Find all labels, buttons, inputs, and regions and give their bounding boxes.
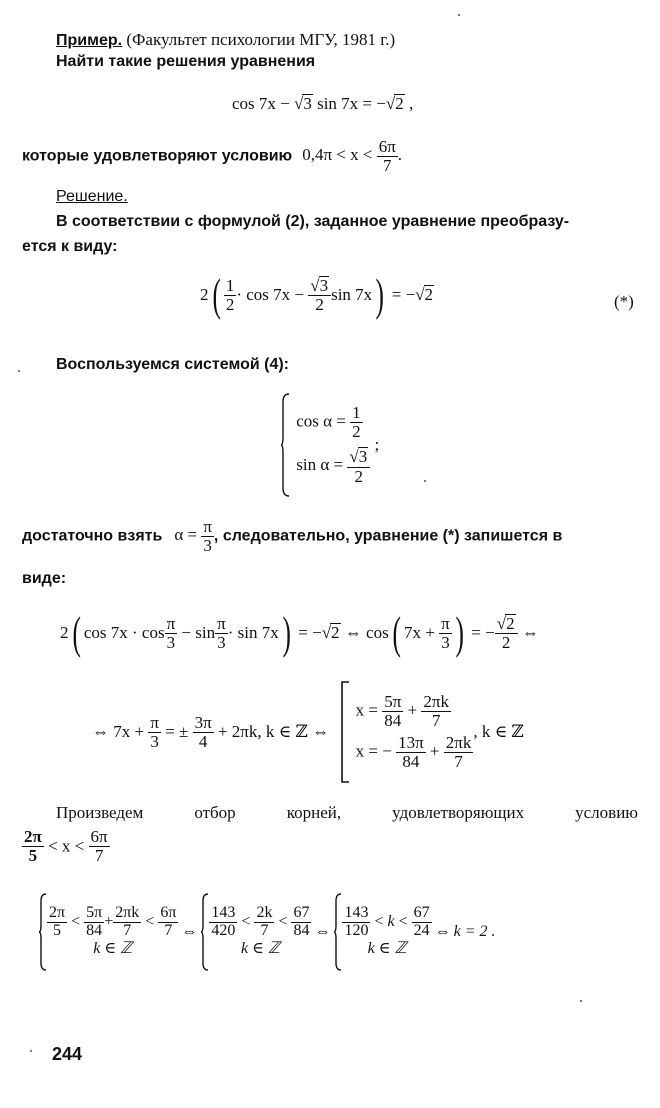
eq4-row2-f2-num: 2πk xyxy=(445,733,472,752)
eqstar-f1-num: 1 xyxy=(225,275,235,295)
eq3-g: 7x + xyxy=(404,623,440,642)
system-cos-num: 1 xyxy=(352,403,361,423)
eq4-row2-a: x = − xyxy=(355,741,397,761)
eq4-row2-f1-num: 13π xyxy=(398,733,424,752)
selection-word-5: условию xyxy=(575,803,638,822)
eq3-left-paren: ( xyxy=(71,607,81,658)
eq4-row1-f1-num: 5π xyxy=(384,692,402,712)
eq3-c: · sin 7x xyxy=(227,623,279,642)
eq4-row1-f2-den: 7 xyxy=(431,711,441,731)
eq4-f2-num: 3π xyxy=(194,712,212,732)
final-lt: < xyxy=(71,912,81,930)
system-intro: Воспользуемся системой (4): xyxy=(56,356,290,373)
system-cos-den: 2 xyxy=(352,422,361,442)
eqstar-mid: · cos 7x − xyxy=(236,285,309,304)
condition-line xyxy=(22,138,402,175)
eq3-f3-num: π xyxy=(441,613,450,633)
alpha-num: π xyxy=(203,517,212,536)
eq4-row2-f2-den: 7 xyxy=(454,751,463,771)
eq3-f2-den: 3 xyxy=(217,632,226,652)
left-brace xyxy=(280,392,290,498)
eq4-row1-plus: + xyxy=(403,700,422,720)
eq4-row2-f1-den: 84 xyxy=(402,751,420,771)
selection-mid: < x < xyxy=(43,836,89,856)
eq3-tail: ⇔ xyxy=(517,623,539,642)
eq4-row1-f1-den: 84 xyxy=(384,711,402,731)
final-s1-f1-num: 2π xyxy=(49,903,66,921)
selection-word-3: корней, xyxy=(286,803,342,822)
eq3-sqrt2: 2 xyxy=(331,623,340,642)
left-paren: ( xyxy=(211,269,221,320)
final-s2-f2-num: 2k xyxy=(256,903,273,921)
system-tail: ; xyxy=(374,435,380,454)
alpha-text-a: достаточно взять xyxy=(22,527,163,545)
final-s3-f2-num: 67 xyxy=(413,903,430,921)
eq3-f4-den: 2 xyxy=(501,633,511,653)
eq4-row1-a: x = xyxy=(355,700,383,720)
eqstar-post: sin 7x xyxy=(331,285,373,304)
final-s3-k: k ∈ ℤ xyxy=(367,940,407,958)
eqstar-f1-den: 2 xyxy=(225,294,235,314)
selection-num: 2π xyxy=(24,827,42,846)
eq3-f1-num: π xyxy=(166,613,176,633)
alpha-line xyxy=(22,518,562,555)
solution-label: Решение. xyxy=(56,188,128,205)
final-lt: < xyxy=(398,912,408,930)
solution-line-2: ется к виду: xyxy=(22,238,118,255)
eq3-right-paren-2: ) xyxy=(455,607,464,658)
eq1-part-a: cos 7x − xyxy=(232,94,294,113)
task-line: Найти такие решения уравнения xyxy=(56,53,316,70)
equation-4 xyxy=(92,680,524,784)
scan-speck xyxy=(424,480,426,482)
eqstar-coef: 2 xyxy=(200,285,209,304)
final-s1-f3-den: 7 xyxy=(123,921,132,939)
eqstar-rhs-sqrt: 2 xyxy=(424,285,434,304)
eq3-d: = − xyxy=(294,623,322,642)
eq1-sqrt2: 2 xyxy=(395,94,404,113)
eq4-mid: = ± xyxy=(160,722,193,741)
final-lt: < xyxy=(145,912,155,930)
final-s1-k: k ∈ ℤ xyxy=(93,940,133,958)
system-sin-lhs: sin α = xyxy=(296,455,348,475)
eq3-coef: 2 xyxy=(60,623,69,642)
eq4-rest: + 2πk, k ∈ ℤ ⇔ xyxy=(213,722,330,741)
selection-word-4: удовлетворяющих xyxy=(392,803,525,822)
final-s1-f4-den: 7 xyxy=(164,921,173,939)
eq4-f1-num: π xyxy=(150,712,159,732)
eq4-row1-f2-num: 2πk xyxy=(423,692,449,712)
final-s2-f1-num: 143 xyxy=(211,903,236,921)
final-s2-f3-num: 67 xyxy=(293,903,310,921)
selection-den2: 7 xyxy=(94,845,104,865)
page-number: 244 xyxy=(52,1044,83,1064)
eq3-e: ⇔ cos xyxy=(340,623,389,642)
final-chain: $\frac{2\pi}{5}$ < $\frac{5\pi}{84}$ + $\frac{2\pi k}{7}$ < $\frac{6\pi}{7}$ k ∈ ℤ ⇔ $\frac{143}{420}$ < $\frac{2k}{7}$ < $\frac{67}{84}$ k ∈ ℤ ⇔ $\frac{143}{120}$ < k < $\frac{67}{24}$ k ∈ ℤ ⇔ k = 2 . xyxy=(38,892,496,972)
eq3-f4-num: 2 xyxy=(506,613,515,633)
eq3-f2-num: π xyxy=(217,613,226,633)
final-iff-2: ⇔ xyxy=(314,923,331,940)
eq3-b: − sin xyxy=(177,623,216,642)
final-iff-3: ⇔ xyxy=(434,923,451,940)
system-sin-den: 2 xyxy=(354,466,364,486)
equation-star: 2( $\frac{1}{2}$ · cos 7x − $\frac{√3}{2}$ sin 7x) = −√2 xyxy=(200,269,434,320)
selection-word-1: Произведем xyxy=(56,803,144,822)
scan-speck xyxy=(458,14,460,16)
condition-den: 7 xyxy=(383,155,392,175)
equation-main: cos 7x − √3 sin 7x = −√2 , xyxy=(232,94,414,113)
condition-left: 0,4π < x < xyxy=(302,145,377,165)
eq4-f2-den: 4 xyxy=(198,731,208,751)
final-s2-k: k ∈ ℤ xyxy=(241,940,280,958)
example-source: (Факультет психологии МГУ, 1981 г.) xyxy=(126,30,396,49)
eq4-row2-plus: + xyxy=(425,741,444,761)
final-s2-f1-den: 420 xyxy=(211,921,236,939)
final-s2-f3-den: 84 xyxy=(293,921,310,939)
scan-speck xyxy=(18,370,20,372)
final-s1-f2-num: 5π xyxy=(86,903,103,921)
eq3-left-paren-2: ( xyxy=(392,607,401,658)
alpha-den: 3 xyxy=(203,535,212,555)
final-lt: < xyxy=(241,912,251,930)
alpha-text-b: , следовательно, уравнение (*) запишется в xyxy=(213,527,563,545)
system-4: cos α = $\frac{1}{2}$ sin α = $\frac{√3}{2}$ ; xyxy=(280,392,379,498)
final-plus: + xyxy=(104,912,114,930)
eq3-right-paren: ) xyxy=(282,607,291,658)
scan-speck xyxy=(30,1050,32,1052)
equation-tag: (*) xyxy=(614,292,634,311)
final-brace-2 xyxy=(200,892,209,972)
example-label: Пример. xyxy=(56,32,123,49)
alpha-text-c: виде: xyxy=(22,570,67,587)
selection-word-2: отбор xyxy=(194,803,236,822)
condition-text: которые удовлетворяют условию xyxy=(22,147,293,165)
system-cos-lhs: cos α = xyxy=(296,411,351,431)
equation-3: 2( cos 7x · cos $\frac{\pi}{3}$ − sin $\frac{\pi}{3}$ · sin 7x) = −√2 ⇔ cos( 7x + $\frac{\pi}{3}$ ) = − $\frac{√2}{2}$ ⇔ xyxy=(60,607,539,658)
final-iff-1: ⇔ xyxy=(181,923,198,940)
example-header xyxy=(56,30,395,50)
eq3-f1-den: 3 xyxy=(166,632,176,652)
right-paren: ) xyxy=(375,269,385,320)
system-sin-num: 3 xyxy=(358,447,368,467)
final-s3-f1-num: 143 xyxy=(344,903,369,921)
final-s1-f4-num: 6π xyxy=(160,903,177,921)
alpha-lhs: α = xyxy=(174,525,202,545)
eq3-f3-den: 3 xyxy=(441,632,450,652)
final-s2-f2-den: 7 xyxy=(260,921,269,939)
condition-math xyxy=(302,137,403,175)
final-s1-f1-den: 5 xyxy=(53,921,62,939)
eqstar-rhs: = − xyxy=(387,285,416,304)
final-s3-f2-den: 24 xyxy=(413,921,430,939)
final-brace-1 xyxy=(38,892,47,972)
eqstar-f2-num: 3 xyxy=(319,275,329,295)
selection-num2: 6π xyxy=(90,827,108,846)
eq4-f1-den: 3 xyxy=(150,731,159,751)
final-s3-f1-den: 120 xyxy=(344,921,369,939)
eq4-after: , k ∈ ℤ xyxy=(473,722,524,741)
final-brace-3 xyxy=(333,892,342,972)
condition-num: 6π xyxy=(378,137,396,156)
eq3-h: = − xyxy=(467,623,495,642)
final-result: k = 2 . xyxy=(453,923,496,940)
final-lt: < xyxy=(278,912,288,930)
eq1-part-b: sin 7x = − xyxy=(312,94,386,113)
eq1-sqrt3: 3 xyxy=(303,94,312,113)
eqstar-f2-den: 2 xyxy=(315,295,324,315)
solution-line-1: В соответствии с формулой (2), заданное уравнение преобразу- xyxy=(56,213,570,230)
final-lt: < xyxy=(374,912,384,930)
selection-math xyxy=(22,828,110,865)
alpha-math xyxy=(174,517,214,555)
selection-den: 5 xyxy=(28,845,38,865)
eq1-tail: , xyxy=(404,94,414,113)
eq3-a: cos 7x · cos xyxy=(83,623,165,642)
selection-line xyxy=(56,803,638,823)
final-s1-f2-den: 84 xyxy=(86,921,103,939)
final-s1-f3-num: 2πk xyxy=(115,903,140,921)
eq4-lead: ⇔ 7x + xyxy=(92,722,149,741)
scan-speck xyxy=(580,1000,582,1002)
eq4-bracket xyxy=(339,680,351,784)
condition-tail: . xyxy=(397,145,403,165)
